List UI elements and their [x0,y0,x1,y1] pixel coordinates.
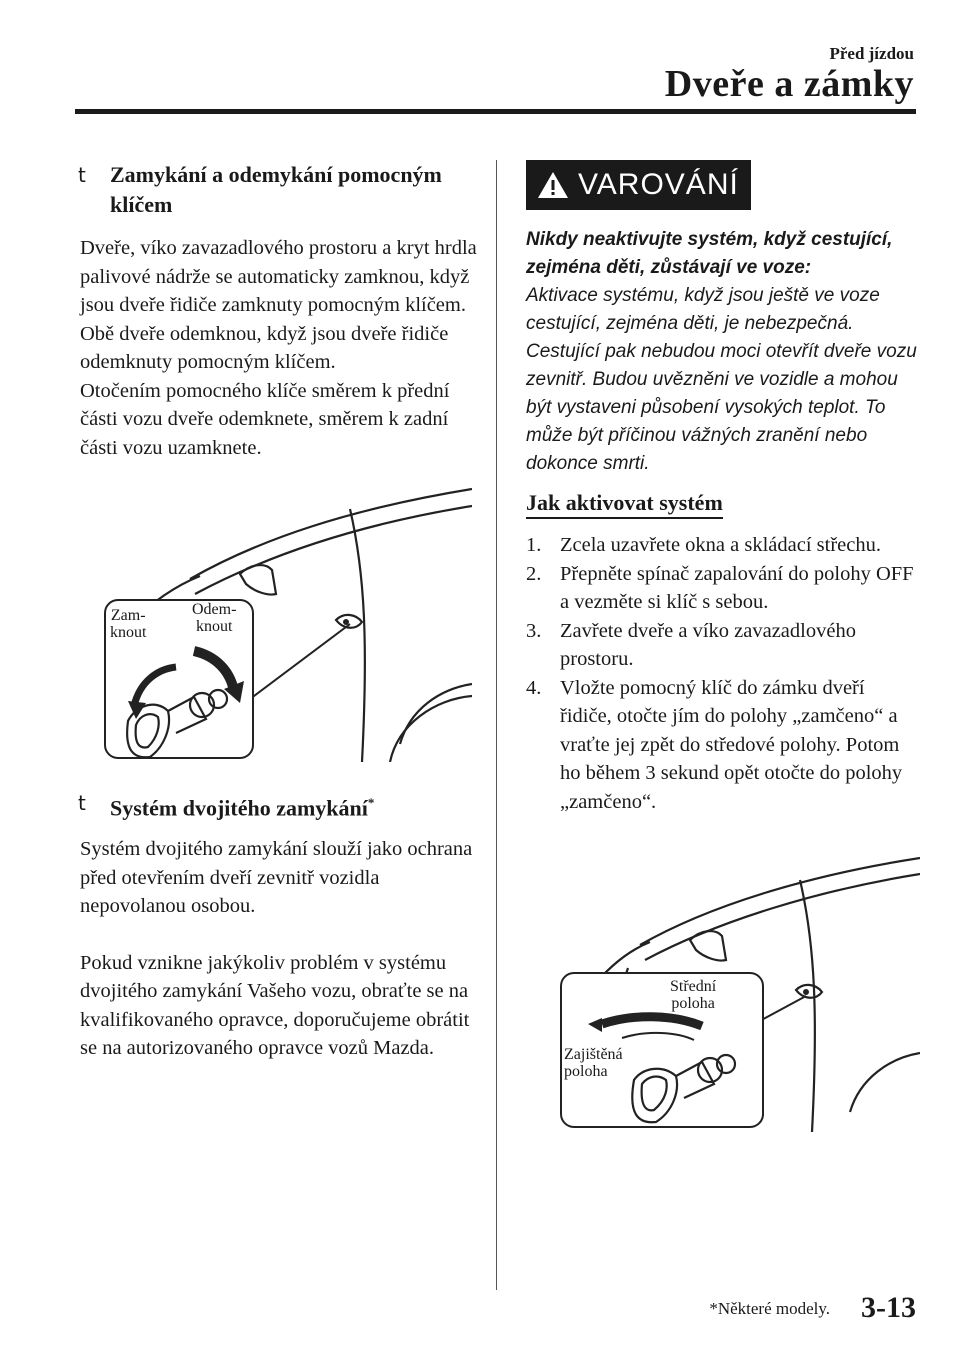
warning-triangle-icon [536,170,570,200]
illustration-double-lock [530,850,920,1132]
illustration-door-key [100,484,472,762]
right-column [526,160,921,1132]
key-detail-inset [560,972,764,1128]
paragraph: Pokud vznikne jakýkoliv problém v systému dvojitého zamykání Vašeho vozu, obraťte se na kvalifikovaného opravce, doporučujeme obrátit se na autorizovaného opravce vozů Mazda. [80,951,470,1060]
bullet-icon: t [78,163,86,187]
label-center-position: Střední poloha [670,978,717,1012]
label-unlock: Odem- knout [192,601,237,635]
paragraph: Systém dvojitého zamykání slouží jako ochrana před otevřením dveří zevnitř vozidla nepovolanou osobou. [80,838,473,918]
section-heading-text: Systém dvojitého zamykání [110,795,368,821]
chapter-title: Před jízdou [829,44,914,63]
footnote: *Některé modely. [709,1299,830,1318]
section-heading-double-locking [78,788,478,823]
warning-banner [526,160,751,210]
page-number: 3-13 [861,1291,916,1324]
label-lock: Zam- knout [110,607,147,641]
list-item: 1. Zcela uzavřete okna a skládací střechu. [526,534,881,556]
subheading: Jak aktivovat systém [526,490,723,519]
left-column [78,160,478,1063]
warning-bold: Nikdy neaktivujte systém, když cestující, zejména děti, zůstávají ve voze: [526,229,893,278]
list-item: 3. Zavřete dveře a víko zavazadlového prostoru. [526,619,856,670]
paragraph: Dveře, víko zavazadlového prostoru a kryt hrdla palivové nádrže se automaticky zamknou, když jsou dveře řidiče zamknuty pomocným klíčem. Obě dveře odemknou, když jsou dveře řidiče odemknuty pomocným klíčem. [80,237,477,373]
section-heading-key-locking [78,160,478,220]
steps-list [526,531,921,816]
list-item: 2. Přepněte spínač zapalování do polohy OFF a vezměte si klíč s sebou. [526,562,914,613]
label-locked-position: Zajištěná poloha [564,1046,623,1080]
list-item: 4. Vložte pomocný klíč do zámku dveří řidiče, otočte jím do polohy „zamčeno“ a vraťte jej zpět do středové polohy. Potom ho během 3 sekund opět otočte do polohy „zamčeno“. [526,676,903,813]
paragraph: Otočením pomocného klíče směrem k přední části vozu dveře odemknete, směrem k zadní části vozu uzamknete. [80,379,450,459]
key-detail-inset [104,599,254,759]
header-rule [75,109,916,114]
section-heading-text: Zamykání a odemykání pomocným klíčem [110,162,442,217]
column-divider [496,160,497,1290]
warning-body: Aktivace systému, když jsou ještě ve voze cestující, zejména děti, je nebezpečná. Cestující pak nebudou moci otevřít dveře vozu zevnitř. Budou uvězněni ve vozidle a mohou být vystaveni působení vysokých teplot. To může být příčinou vážných zranění nebo dokonce smrti. [526,285,917,474]
section-title: Dveře a zámky [664,63,914,105]
bullet-icon: t [78,791,86,815]
warning-label: VAROVÁNÍ [578,168,739,201]
footnote-mark: * [367,795,375,810]
warning-text [526,226,921,478]
